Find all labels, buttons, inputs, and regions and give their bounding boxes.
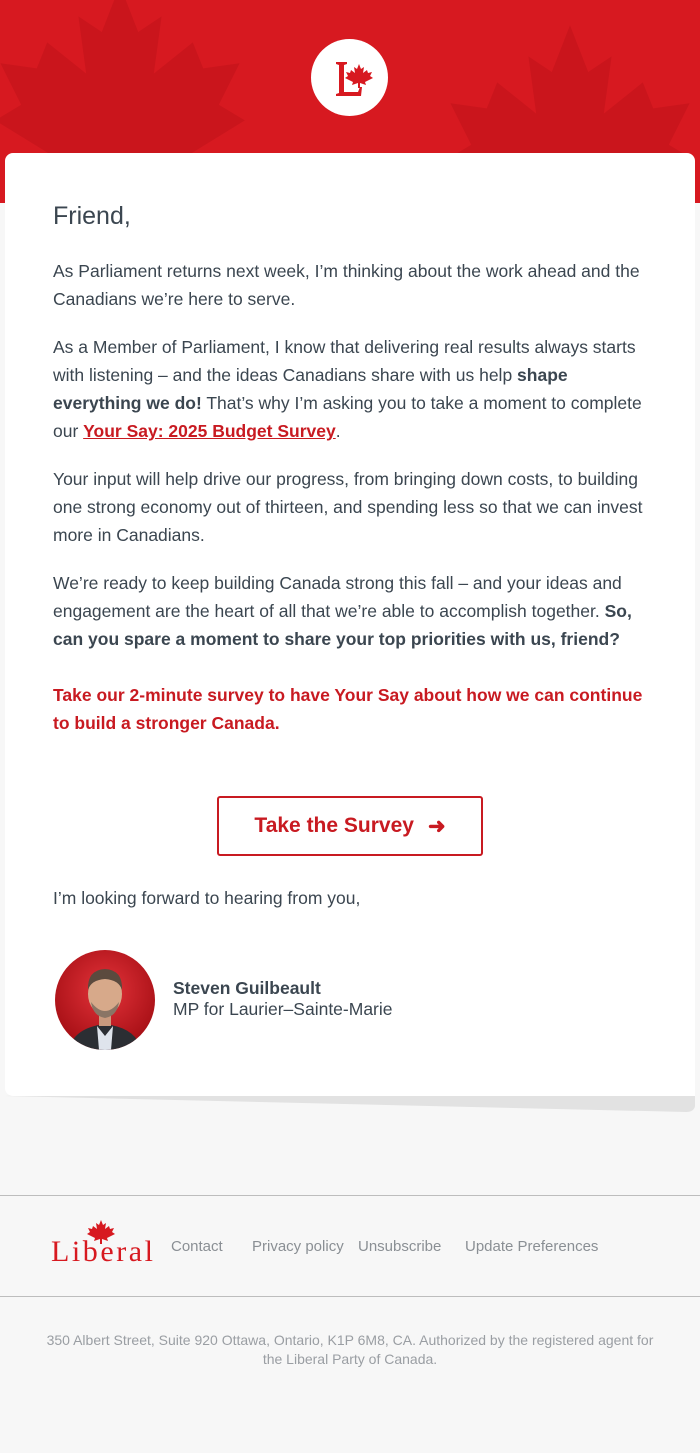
letter-body bbox=[53, 200, 648, 737]
survey-callout: Take our 2-minute survey to have Your Say about how we can continue to build a stronger Canada. bbox=[53, 685, 643, 733]
footer-divider-top bbox=[0, 1195, 700, 1196]
paragraph-1: As Parliament returns next week, I’m thinking about the work ahead and the Canadians we’re here to serve. bbox=[53, 261, 640, 309]
paragraph-4: We’re ready to keep building Canada strong this fall – and your ideas and engagement are the heart of all that we’re able to accomplish together. So, can you spare a moment to share your top priorities with us, friend? bbox=[53, 573, 632, 649]
signature-name: Steven Guilbeault bbox=[173, 978, 321, 998]
liberal-logo[interactable] bbox=[311, 39, 388, 116]
footer-link-unsubscribe[interactable]: Unsubscribe bbox=[358, 1238, 442, 1255]
portrait-icon bbox=[55, 950, 155, 1050]
footer-divider-bottom bbox=[0, 1296, 700, 1297]
greeting: Friend, bbox=[53, 202, 131, 230]
paragraph-3: Your input will help drive our progress, from bringing down costs, to building one strong economy out of thirteen, and spending less so that we can invest more in Canadians. bbox=[53, 469, 643, 545]
take-survey-button[interactable] bbox=[217, 796, 483, 856]
paragraph-2: As a Member of Parliament, I know that delivering real results always starts with listening – and the ideas Canadians share with us help shape everything we do! That’s why I’m asking you to take a moment to complete our Your Say: 2025 Budget Survey. bbox=[53, 337, 642, 441]
avatar bbox=[55, 950, 155, 1050]
signature-title: MP for Laurier–Sainte-Marie bbox=[173, 999, 393, 1019]
take-survey-label: Take the Survey bbox=[254, 814, 414, 837]
footer-link-preferences[interactable]: Update Preferences bbox=[465, 1238, 599, 1255]
footer-address: 350 Albert Street, Suite 920 Ottawa, Ontario, K1P 6M8, CA. Authorized by the registered agent for the Liberal Party of Canada. bbox=[46, 1332, 654, 1367]
closing-line: I’m looking forward to hearing from you, bbox=[53, 888, 361, 908]
liberal-wordmark-logo[interactable] bbox=[51, 1218, 155, 1266]
arrow-right-icon: ➜ bbox=[427, 814, 446, 838]
footer-link-privacy[interactable]: Privacy policy bbox=[252, 1238, 344, 1255]
footer-link-contact[interactable]: Contact bbox=[171, 1238, 223, 1255]
budget-survey-link[interactable]: Your Say: 2025 Budget Survey bbox=[83, 421, 336, 441]
footer-logo-text: Liberal bbox=[51, 1235, 153, 1266]
liberal-l-maple-logo-icon bbox=[326, 54, 374, 102]
